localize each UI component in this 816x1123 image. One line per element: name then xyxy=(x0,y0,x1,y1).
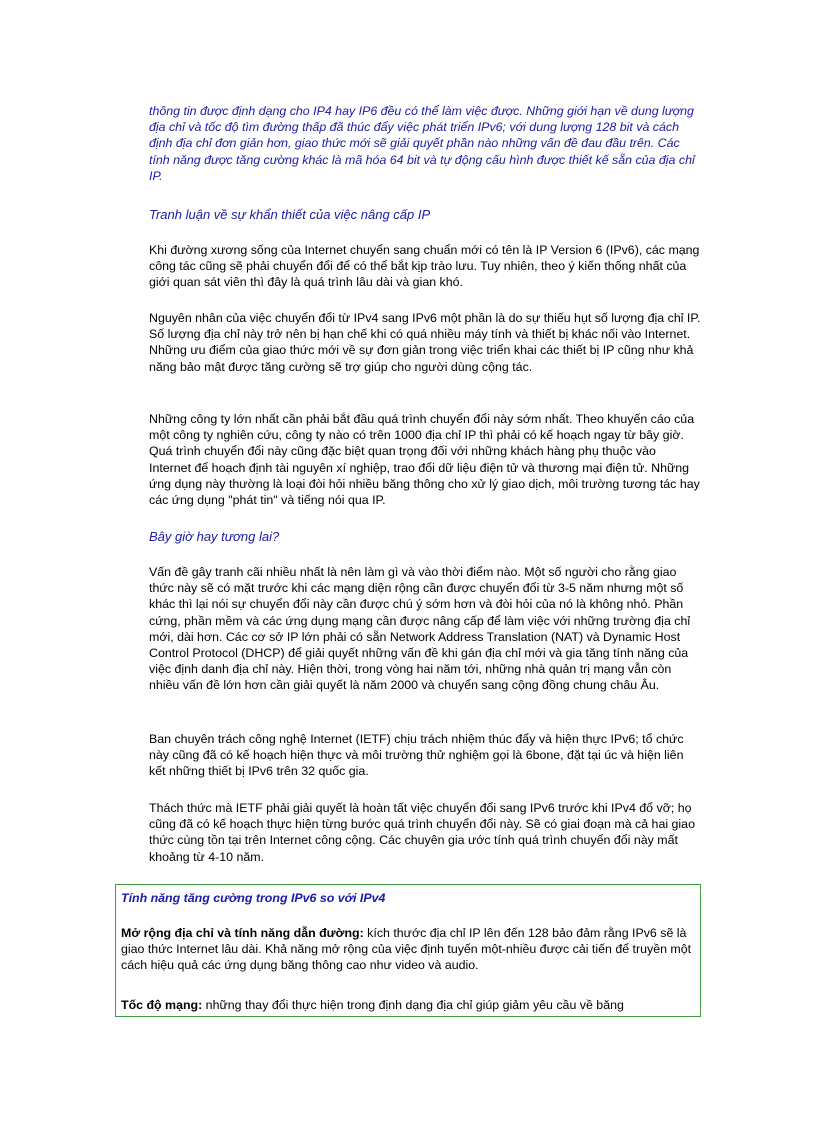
feature-box-title: Tính năng tăng cường trong IPv6 so với IPv4 xyxy=(121,891,386,905)
feature-address-expansion-label: Mở rộng địa chỉ và tính năng dẫn đường: xyxy=(121,926,364,940)
feature-network-speed-label: Tốc độ mạng: xyxy=(121,998,203,1012)
feature-box xyxy=(115,884,701,1017)
intro-paragraph: thông tin được định dạng cho IP4 hay IP6 đều có thể làm việc được. Những giới hạn về dung lượng địa chỉ và tốc độ tìm đường thấp đã thúc đẩy việc phát triển IPv6; với dung lượng 128 bit và cách định địa chỉ đơn giản hơn, giao thức mới sẽ giải quyết phần nào những vấn đề đau đầu trên. Các tính năng được tăng cường khác là mã hóa 64 bit và tự động cấu hình được thiết kế sẵn của địa chỉ IP. xyxy=(149,104,695,183)
paragraph-challenge: Thách thức mà IETF phải giải quyết là hoàn tất việc chuyển đổi sang IPv6 trước khi IPv4 đổ vỡ; họ cũng đã có kế hoạch thực hiện từng bước quá trình chuyển đổi này. Sẽ có giai đoạn mà cả hai giao thức cùng tồn tại trên Internet công cộng. Các chuyên gia ước tính quá trình chuyển đổi này mất khoảng từ 4-10 năm. xyxy=(149,801,695,864)
paragraph-reasons: Nguyên nhân của việc chuyển đổi từ IPv4 sang IPv6 một phần là do sự thiếu hụt số lượng địa chỉ IP. Số lượng địa chỉ này trở nên bị hạn chế khi có quá nhiều máy tính và thiết bị khác nối vào Internet. Những ưu điểm của giao thức mới về sự đơn giản trong việc triển khai các thiết bị IP cũng như khả năng bảo mật được tăng cường sẽ trợ giúp cho người dùng cộng tác. xyxy=(149,311,701,374)
feature-network-speed xyxy=(121,997,696,1013)
paragraph-debate: Vấn đề gây tranh cãi nhiều nhất là nên làm gì và vào thời điểm nào. Một số người cho rằng giao thức này sẽ có mặt trước khi các mạng diện rộng cần được chuyển đổi từ 3-5 năm nhưng một số khác thì lại nói sự chuyển đổi này cần được chú ý sớm hơn và đòi hỏi của nó là không nhỏ. Phần cứng, phần mềm và các ứng dụng mạng cần được nâng cấp để làm việc với những trường địa chỉ mới, dài hơn. Các cơ sở IP lớn phải có sẵn Network Address Translation (NAT) và Dynamic Host Control Protocol (DHCP) để giải quyết những vấn đề khi gán địa chỉ mới và gia tăng tính năng của việc định danh địa chỉ này. Hiện thời, trong vòng hai năm tới, những nhà quản trị mạng vẫn còn nhiều vấn đề lớn hơn cần giải quyết là năm 2000 và chuyển sang cộng đồng chung châu Âu. xyxy=(149,565,691,693)
paragraph-large-companies: Những công ty lớn nhất cần phải bắt đầu quá trình chuyển đổi này sớm nhất. Theo khuyến cáo của một công ty nghiên cứu, công ty nào có trên 1000 địa chỉ IP thì phải có kế hoạch ngay từ bây giờ. Quá trình chuyển đổi này cũng đặc biệt quan trọng đối với những khách hàng phụ thuộc vào Internet để hoạch định tài nguyên xí nghiệp, trao đổi dữ liệu điện tử và thương mại điện tử. Những ứng dụng này thường là loại đòi hỏi nhiều băng thông cho xử lý giao dịch, môi trường tương tác hay các ứng dụng "phát tin" và tiếng nói qua IP. xyxy=(149,412,700,508)
paragraph-backbone-transition: Khi đường xương sống của Internet chuyển sang chuẩn mới có tên là IP Version 6 (IPv6), các mạng công tác cũng sẽ phải chuyển đổi để có thể bắt kịp trào lưu. Tuy nhiên, theo ý kiến thống nhất của giới quan sát viên thì đây là quá trình lâu dài và gian khó. xyxy=(149,243,700,290)
paragraph-ietf: Ban chuyên trách công nghệ Internet (IETF) chịu trách nhiệm thúc đẩy và hiện thực IPv6; tổ chức này cũng đã có kế hoạch hiện thực và môi trường thử nghiệm gọi là 6bone, đặt tại úc và hiện liên kết những thiết bị IPv6 trên 32 quốc gia. xyxy=(149,732,684,779)
section-heading-upgrade-urgency: Tranh luận về sự khẩn thiết của việc nâng cấp IP xyxy=(149,207,431,222)
feature-address-expansion xyxy=(121,925,696,974)
feature-network-speed-text: những thay đổi thực hiện trong định dạng địa chỉ giúp giảm yêu cầu về băng xyxy=(202,998,624,1012)
section-heading-now-or-future: Bây giờ hay tương lai? xyxy=(149,529,280,544)
feature-address-expansion-text: kích thước địa chỉ IP lên đến 128 bảo đảm rằng IPv6 sẽ là giao thức Internet lâu dài. Khả năng mở rộng của việc định tuyến một-nhiều được cải tiến để truyền một cách hiệu quả các ứng dụng băng thông cao như video và audio. xyxy=(121,926,692,973)
